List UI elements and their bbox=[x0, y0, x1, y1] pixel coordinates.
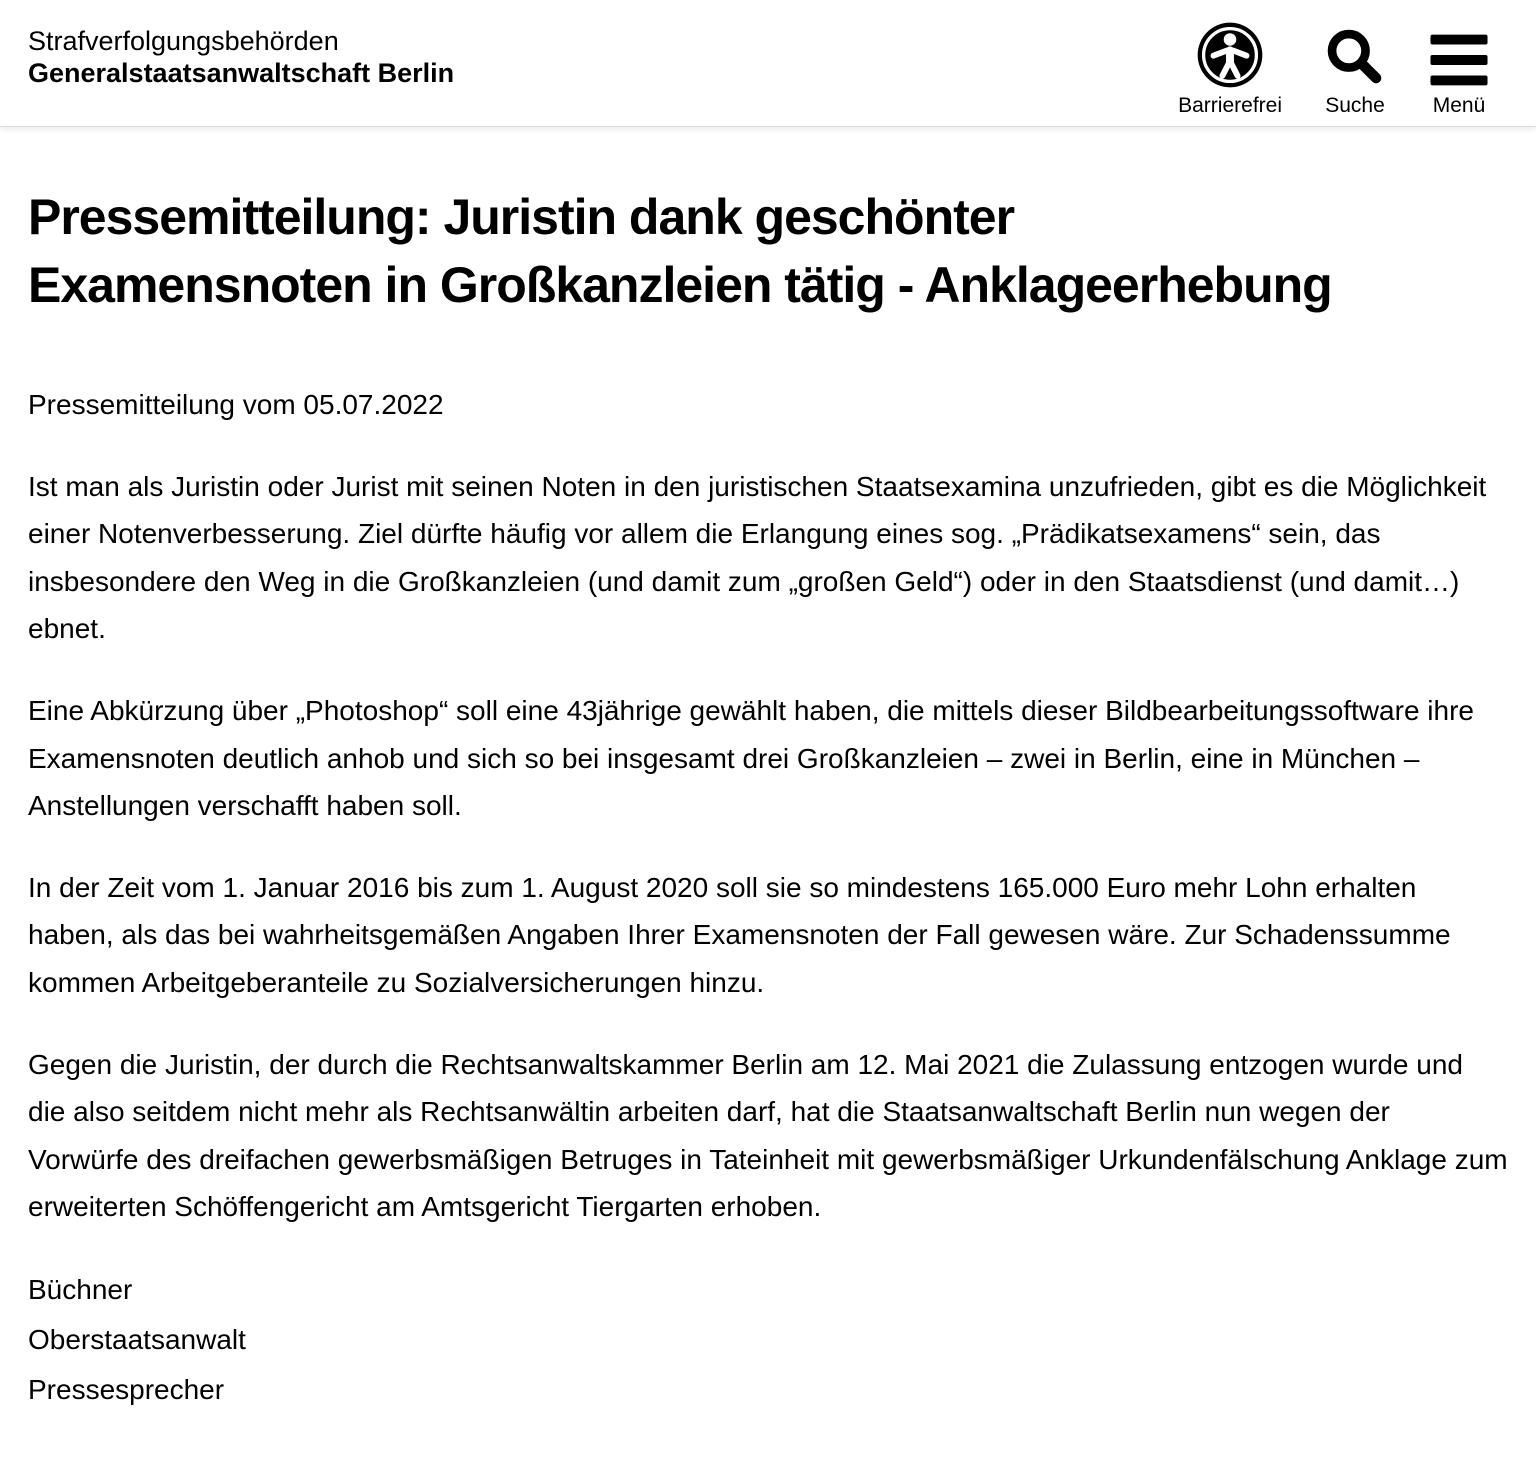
paragraph-4: Gegen die Juristin, der durch die Rechtsanwaltskammer Berlin am 12. Mai 2021 die Zulassung entzogen wurde und die also seitdem nicht mehr als Rechtsanwältin arbeiten darf, hat die Staatsanwaltschaft Berlin nun wegen der Vorwürfe des dreifachen gewerbsmäßigen Betruges in Tateinheit mit gewerbsmäßiger Urkundenfälschung Anklage zum erweiterten Schöffengericht am Amtsgericht Tiergarten erhoben. bbox=[28, 1048, 1508, 1223]
signature-function: Pressesprecher bbox=[28, 1373, 225, 1405]
menu-icon bbox=[1428, 22, 1490, 88]
accessibility-button[interactable] bbox=[1178, 22, 1282, 116]
search-icon bbox=[1324, 22, 1386, 88]
site-header bbox=[0, 0, 1536, 127]
page-title bbox=[28, 183, 1508, 319]
accessibility-label: Barrierefrei bbox=[1178, 94, 1282, 117]
search-label: Suche bbox=[1325, 94, 1385, 117]
signature-name: Büchner bbox=[28, 1273, 133, 1305]
paragraph-3: In der Zeit vom 1. Januar 2016 bis zum 1. August 2020 soll sie so mindestens 165.000 Euro mehr Lohn erhalten haben, als das bei wahrheitsgemäßen Angaben Ihrer Examensnoten der Fall gewesen wäre. Zur Schadenssumme kommen Arbeitgeberanteile zu Sozialversicherungen hinzu. bbox=[28, 871, 1451, 998]
page-title-line-1: Pressemitteilung: Juristin dank geschönter bbox=[28, 189, 1015, 245]
paragraph-2: Eine Abkürzung über „Photoshop“ soll eine 43jährige gewählt haben, die mittels dieser Bildbearbeitungssoftware ihre Examensnoten deutlich anhob und sich so bei insgesamt drei Großkanzleien – zwei in Berlin, eine in München – Anstellungen verschafft haben soll. bbox=[28, 694, 1474, 822]
page-title-line-2: Examensnoten in Großkanzleien tätig - Anklageerhebung bbox=[28, 257, 1332, 313]
search-button[interactable] bbox=[1324, 22, 1386, 116]
site-org-name: Generalstaatsanwaltschaft Berlin bbox=[28, 57, 455, 88]
accessibility-icon bbox=[1197, 22, 1263, 88]
menu-button[interactable] bbox=[1428, 22, 1490, 116]
site-supertitle: Strafverfolgungsbehörden bbox=[28, 26, 339, 56]
header-actions bbox=[1178, 22, 1490, 116]
paragraph-1: Ist man als Juristin oder Jurist mit seinen Noten in den juristischen Staatsexamina unzufrieden, gibt es die Möglichkeit einer Notenverbesserung. Ziel dürfte häufig vor allem die Erlangung eines sog. „Prädikatsexamens“ sein, das insbesondere den Weg in die Großkanzleien (und damit zum „großen Geld“) oder in den Staatsdienst (und damit…) ebnet. bbox=[28, 470, 1487, 645]
press-release-article bbox=[0, 183, 1536, 1444]
menu-label: Menü bbox=[1432, 94, 1486, 117]
signature-block bbox=[28, 1265, 1508, 1414]
press-release-date: Pressemitteilung vom 05.07.2022 bbox=[28, 389, 444, 420]
signature-role: Oberstaatsanwalt bbox=[28, 1323, 246, 1355]
site-brand-link[interactable] bbox=[28, 22, 454, 90]
